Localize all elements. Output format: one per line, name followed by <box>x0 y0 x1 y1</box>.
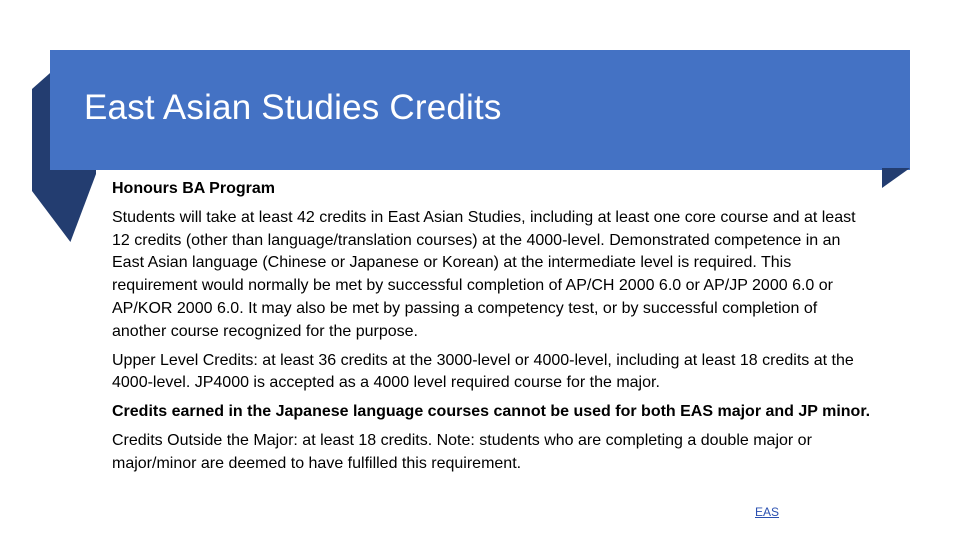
upper-level-paragraph: Upper Level Credits: at least 36 credits at the 3000-level or 4000-level, including at least 18 credits at the 4000-level. JP4000 is accepted as a 4000 level required course for the major. <box>112 351 854 392</box>
slide-title: East Asian Studies Credits <box>84 88 502 127</box>
outside-major-paragraph: Credits Outside the Major: at least 18 credits. Note: students who are completing a double major or major/minor are deemed to have fulfilled this requirement. <box>112 431 812 472</box>
japanese-credits-note: Credits earned in the Japanese language courses cannot be used for both EAS major and JP minor. <box>112 403 871 421</box>
slide-body <box>112 178 872 482</box>
program-heading: Honours BA Program <box>112 180 275 197</box>
eas-link[interactable]: EAS <box>755 505 780 519</box>
requirements-paragraph: Students will take at least 42 credits in East Asian Studies, including at least one core course and at least 12 credits (other than language/translation courses) at the 4000-level. Demonstrated competence in an East Asian language (Chinese or Japanese or Korean) at the intermediate level is required. This requirement would normally be met by successful completion of AP/CH 2000 6.0 or AP/JP 2000 6.0 or AP/KOR 2000 6.0. It may also be met by passing a competency test, or by successful completion of another course recognized for the purpose. <box>112 208 856 340</box>
right-fold-decoration <box>882 168 910 188</box>
